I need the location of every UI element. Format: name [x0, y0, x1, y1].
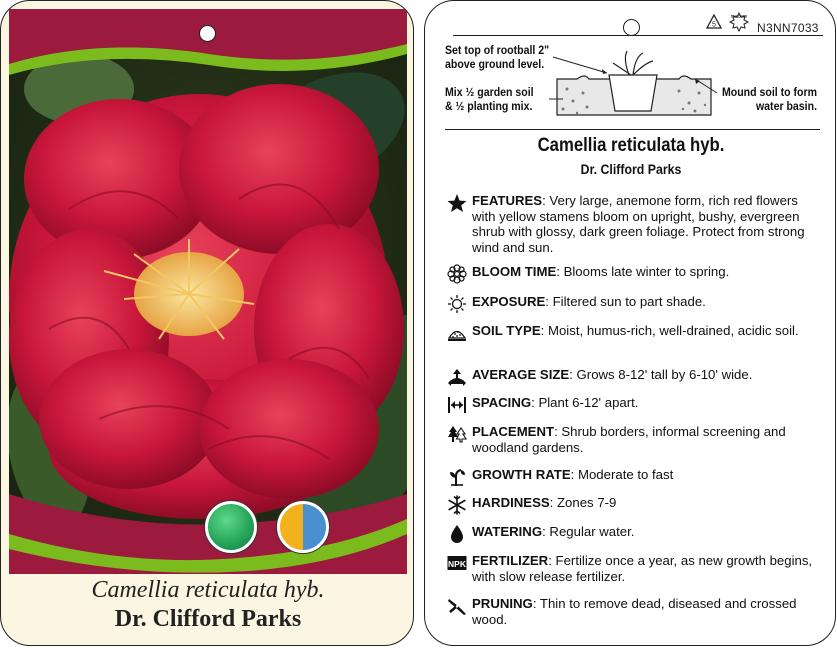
decorative-waves: [9, 9, 407, 574]
fertilizer-text: Fertilize once a year, as new growth begins, with slow release fertilizer.: [472, 553, 813, 584]
planting-note-mound: Mound soil to form water basin.: [721, 85, 817, 113]
care-row-average-size: AVERAGE SIZE: Grows 8-12' tall by 6-10' wide.: [447, 367, 817, 387]
care-row-hardiness: HARDINESS: Zones 7-9: [447, 495, 817, 515]
green-sun-badge-icon: [205, 501, 257, 553]
bloom-time-text: Blooms late winter to spring.: [563, 264, 730, 279]
care-row-soil-type: SOIL TYPE: Moist, humus-rich, well-drained, acidic soil.: [447, 323, 817, 357]
exposure-text: Filtered sun to part shade.: [552, 294, 706, 309]
sun-icon: [447, 294, 467, 314]
hang-hole: [623, 19, 640, 36]
pruning-text: Thin to remove dead, diseased and crossed wood.: [472, 596, 797, 627]
growth-icon: [447, 467, 467, 487]
soil-icon: [447, 323, 467, 343]
care-row-pruning: PRUNING: Thin to remove dead, diseased and crossed wood.: [447, 596, 817, 630]
care-row-watering: WATERING: Regular water.: [447, 524, 817, 544]
care-row-fertilizer: NPK FERTILIZER: Fertilize once a year, as new growth begins, with slow release fertilizer.: [448, 553, 813, 584]
camellia-photo: [9, 9, 407, 574]
npk-icon: [447, 553, 467, 573]
placement-text: Shrub borders, informal screening and woodland gardens.: [472, 424, 786, 455]
planting-note-rootball: Set top of rootball 2" above ground level.: [445, 43, 550, 71]
front-botanical-name: Camellia reticulata hyb.: [91, 577, 325, 603]
flower-icon: [447, 264, 467, 284]
placement-icon: [447, 424, 467, 444]
hang-hole: [199, 25, 216, 42]
average-size-text: Grows 8-12' tall by 6-10' wide.: [576, 367, 753, 382]
watering-text: Regular water.: [549, 524, 635, 539]
svg-text:macore: macore: [730, 14, 748, 20]
recycle-icon: [705, 13, 723, 31]
svg-text:NPK: NPK: [448, 559, 466, 569]
care-row-placement: PLACEMENT: Shrub borders, informal screening and woodland gardens.: [447, 424, 817, 458]
care-row-spacing: SPACING: Plant 6-12' apart.: [447, 395, 817, 415]
planting-diagram-icon: [549, 49, 719, 119]
size-icon: [447, 367, 467, 387]
back-tag: [424, 0, 836, 646]
front-cultivar-name: Dr. Clifford Parks: [114, 606, 302, 632]
front-tag: [0, 0, 414, 646]
water-drop-icon: [447, 524, 467, 544]
care-row-features: FEATURES: Very large, anemone form, rich red flowers with yellow stamens bloom on upright, bushy, evergreen shrub with glossy, dark green foliage. Protect from strong wind and sun.: [447, 193, 817, 255]
spacing-text: Plant 6-12' apart.: [538, 395, 639, 410]
snowflake-icon: [447, 495, 467, 515]
title-rule: [445, 129, 820, 130]
back-botanical-name: Camellia reticulata hyb.: [537, 135, 725, 156]
macore-logo-icon: [726, 11, 752, 33]
care-row-growth-rate: GROWTH RATE: Moderate to fast: [447, 467, 817, 487]
svg-text:5: 5: [712, 21, 716, 29]
yellow-blue-exposure-badge-icon: [277, 501, 329, 553]
features-text: Very large, anemone form, rich red flowers with yellow stamens bloom on upright, bushy, evergreen shrub with glossy, dark green foliage. Protect from strong wind and sun.: [472, 193, 805, 255]
spacing-icon: [447, 395, 467, 415]
product-code: N3NN7033: [757, 21, 819, 35]
planting-note-mix: Mix ½ garden soil & ½ planting mix.: [445, 85, 534, 113]
soil-type-text: Moist, humus-rich, well-drained, acidic soil.: [547, 323, 799, 338]
hardiness-text: Zones 7-9: [557, 495, 617, 510]
header-rule: [453, 35, 823, 36]
care-row-bloom-time: BLOOM TIME: Blooms late winter to spring.: [447, 264, 817, 284]
growth-rate-text: Moderate to fast: [577, 467, 674, 482]
back-cultivar-name: Dr. Clifford Parks: [580, 161, 682, 177]
pruner-icon: [447, 596, 467, 616]
star-icon: [447, 193, 467, 213]
care-row-exposure: EXPOSURE: Filtered sun to part shade.: [447, 294, 817, 314]
